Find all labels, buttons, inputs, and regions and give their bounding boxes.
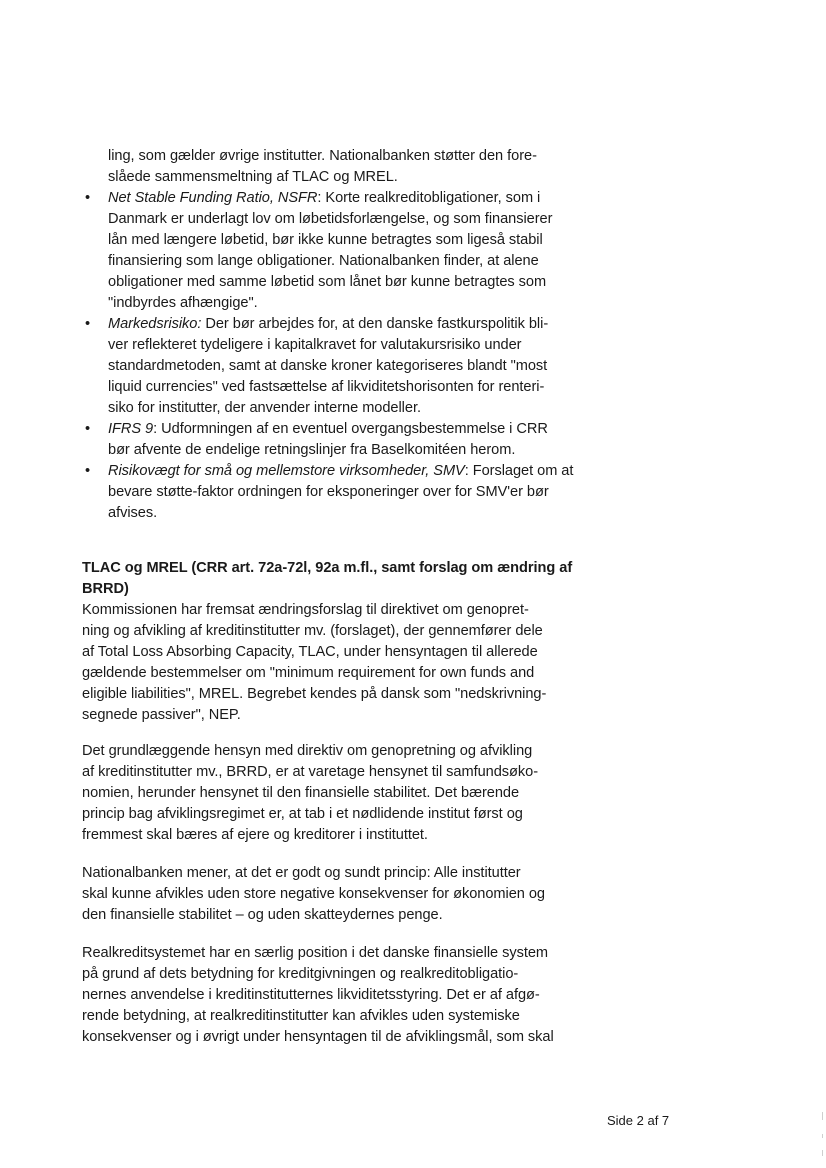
text-line: skal kunne afvikles uden store negative konsekvenser for økonomien og bbox=[82, 886, 546, 902]
paragraph-2 bbox=[82, 741, 582, 846]
text-line: rende betydning, at realkreditinstitutter kan afvikles uden systemiske bbox=[82, 1008, 520, 1024]
text-line: nernes anvendelse i kreditinstitutternes likviditetsstyring. Det er af afgø- bbox=[82, 987, 540, 1003]
bullet-dot-icon: • bbox=[85, 421, 91, 437]
text-line: : Korte realkreditobligationer, som i bbox=[317, 190, 541, 206]
bullet-item-ifrs9 bbox=[82, 419, 592, 461]
bullet-lead: IFRS 9 bbox=[108, 421, 154, 437]
bullet-lead: Net Stable Funding Ratio, NSFR bbox=[108, 190, 318, 206]
bullet-dot-icon: • bbox=[85, 190, 91, 206]
text-line: finansiering som lange obligationer. Nationalbanken finder, at alene bbox=[108, 253, 539, 269]
page-number: Side 2 af 7 bbox=[607, 1113, 670, 1128]
text-line: bør afvente de endelige retningslinjer fra Baselkomitéen herom. bbox=[108, 442, 516, 458]
text-line: på grund af dets betydning for kreditgivningen og realkreditobligatio- bbox=[82, 966, 519, 982]
text-line: fremmest skal bæres af ejere og kreditorer i instituttet. bbox=[82, 827, 428, 843]
text-line: slåede sammensmeltning af TLAC og MREL. bbox=[108, 169, 398, 185]
text-line: ling, som gælder øvrige institutter. Nationalbanken støtter den fore- bbox=[108, 148, 537, 164]
text-line: : Udformningen af en eventuel overgangsbestemmelse i CRR bbox=[153, 421, 548, 437]
text-line: den finansielle stabilitet – og uden skatteydernes penge. bbox=[82, 907, 443, 923]
text-line: Nationalbanken mener, at det er godt og sundt princip: Alle institutter bbox=[82, 865, 521, 881]
bullet-dot-icon: • bbox=[85, 316, 91, 332]
text-line: segnede passiver", NEP. bbox=[82, 707, 241, 723]
text-line: afvises. bbox=[108, 505, 158, 521]
text-line: bevare støtte-faktor ordningen for eksponeringer over for SMV'er bør bbox=[108, 484, 549, 500]
text-line: standardmetoden, samt at danske kroner kategoriseres blandt "most bbox=[108, 358, 548, 374]
paragraph-4 bbox=[82, 943, 582, 1048]
text-line: "indbyrdes afhængige". bbox=[108, 295, 258, 311]
text-line: ning og afvikling af kreditinstitutter mv. (forslaget), der gennemfører dele bbox=[82, 623, 543, 639]
text-line: konsekvenser og i øvrigt under hensyntagen til de afviklingsmål, som skal bbox=[82, 1029, 554, 1045]
section-heading bbox=[82, 558, 582, 600]
heading-line: TLAC og MREL (CRR art. 72a-72l, 92a m.fl., samt forslag om ændring af bbox=[82, 560, 573, 576]
bullet-list bbox=[82, 188, 592, 524]
text-line: nomien, herunder hensynet til den finansielle stabilitet. Det bærende bbox=[82, 785, 520, 801]
text-line: lån med længere løbetid, bør ikke kunne betragtes som ligeså stabil bbox=[108, 232, 543, 248]
bullet-lead: Markedsrisiko: bbox=[108, 316, 202, 332]
bullet-item-smv bbox=[82, 461, 592, 524]
text-line: obligationer med samme løbetid som lånet bør kunne betragtes som bbox=[108, 274, 547, 290]
text-line: Realkreditsystemet har en særlig position i det danske finansielle system bbox=[82, 945, 549, 961]
text-line: princip bag afviklingsregimet er, at tab i et nødlidende institut først og bbox=[82, 806, 523, 822]
text-line: ver reflekteret tydeligere i kapitalkravet for valutakursrisiko under bbox=[108, 337, 522, 353]
edge-mark bbox=[822, 1112, 823, 1120]
text-line: af Total Loss Absorbing Capacity, TLAC, under hensyntagen til allerede bbox=[82, 644, 538, 660]
text-line: Det grundlæggende hensyn med direktiv om genopretning og afvikling bbox=[82, 743, 533, 759]
bullet-lead: Risikovægt for små og mellemstore virksomheder, SMV bbox=[108, 463, 465, 479]
edge-mark bbox=[822, 1150, 823, 1156]
text-line: Danmark er underlagt lov om løbetidsforlængelse, og som finansierer bbox=[108, 211, 553, 227]
bullet-item-nsfr bbox=[82, 188, 592, 314]
text-line: siko for institutter, der anvender interne modeller. bbox=[108, 400, 421, 416]
text-line: liquid currencies" ved fastsættelse af likviditetshorisonten for renteri- bbox=[108, 379, 545, 395]
text-line: : Forslaget om at bbox=[464, 463, 574, 479]
heading-line: BRRD) bbox=[82, 581, 129, 597]
text-line: gældende bestemmelser om "minimum requirement for own funds and bbox=[82, 665, 535, 681]
text-line: Der bør arbejdes for, at den danske fastkurspolitik bli- bbox=[201, 316, 549, 332]
bullet-item-markedsrisiko bbox=[82, 314, 592, 419]
continuation-paragraph bbox=[108, 146, 588, 188]
text-line: eligible liabilities", MREL. Begrebet kendes på dansk som "nedskrivning- bbox=[82, 686, 547, 702]
paragraph-1 bbox=[82, 600, 582, 726]
bullet-dot-icon: • bbox=[85, 463, 91, 479]
text-line: Kommissionen har fremsat ændringsforslag til direktivet om genopret- bbox=[82, 602, 529, 618]
edge-mark bbox=[822, 1134, 823, 1138]
text-line: af kreditinstitutter mv., BRRD, er at varetage hensynet til samfundsøko- bbox=[82, 764, 539, 780]
paragraph-3 bbox=[82, 863, 582, 926]
